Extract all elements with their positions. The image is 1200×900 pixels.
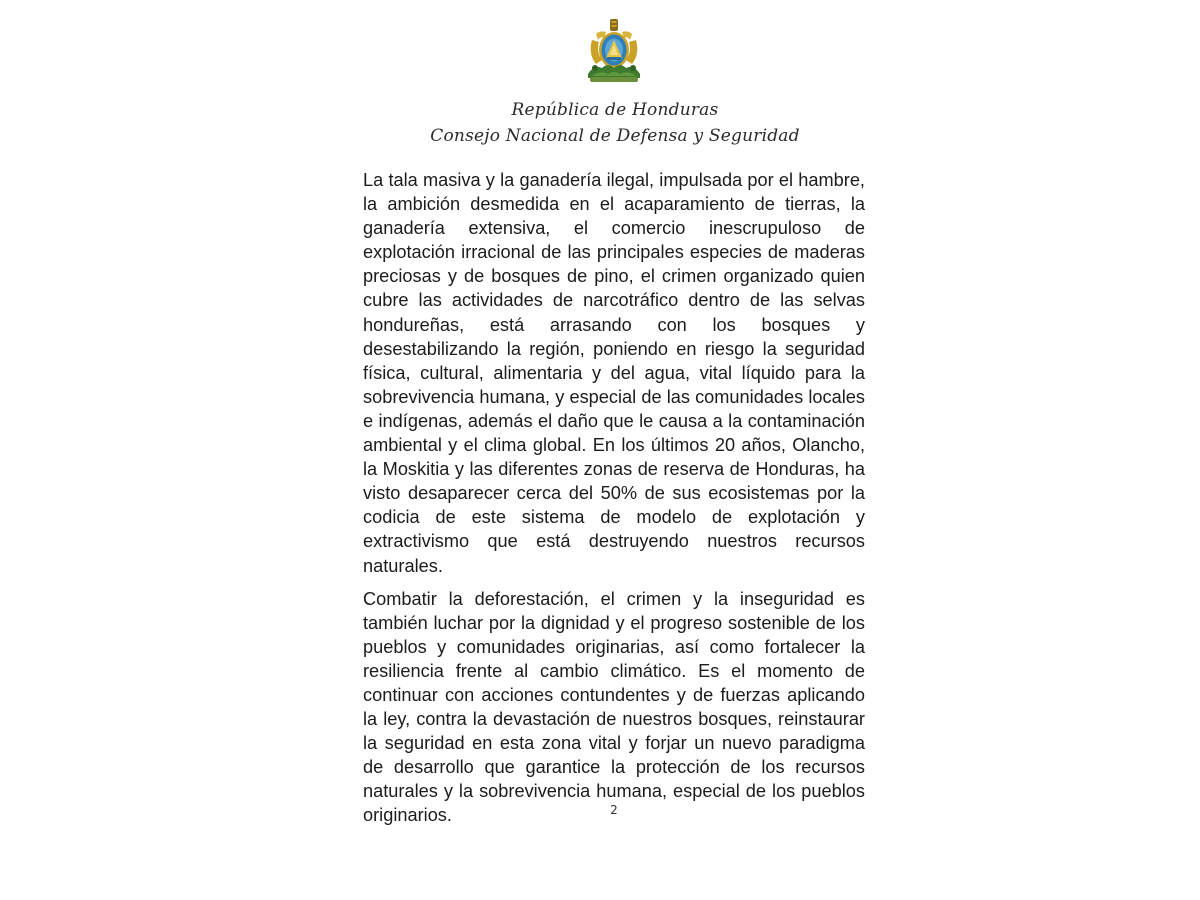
letterhead-country: República de Honduras xyxy=(511,100,719,120)
letterhead-institution: Consejo Nacional de Defensa y Seguridad xyxy=(430,126,800,146)
coat-of-arms-icon xyxy=(586,18,642,84)
paragraph-2: Combatir la deforestación, el crimen y la inseguridad es también luchar por la dignidad y el progreso sostenible de los pueblos y comunidades originarias, así como fortalecer la resiliencia frente al cambio climático. Es el momento de continuar con acciones contundentes y de fuerzas aplicando la ley, contra la devastación de nuestros bosques, reinstaurar la seguridad en esta zona vital y forjar un nuevo paradigma de desarrollo que garantice la protección de los recursos naturales y la sobrevivencia humana, especial de los pueblos originarios. xyxy=(363,588,865,826)
page-number: 2 xyxy=(610,803,618,817)
paragraph-1: La tala masiva y la ganadería ilegal, impulsada por el hambre, la ambición desmedida en el acaparamiento de tierras, la ganadería extensiva, el comercio inescrupuloso de explotación irracional de las principales especies de maderas preciosas y de bosques de pino, el crimen organizado quien cubre las actividades de narcotráfico dentro de las selvas hondureñas, está arrasando con los bosques y desestabilizando la región, poniendo en riesgo la seguridad física, cultural, alimentaria y del agua, vital líquido para la sobrevivencia humana, y especial de las comunidades locales e indígenas, además el daño que le causa a la contaminación ambiental y el clima global. En los últimos 20 años, Olancho, la Moskitia y las diferentes zonas de reserva de Honduras, ha visto desaparecer cerca del 50% de sus ecosistemas por la codicia de este sistema de modelo de explotación y extractivismo que está destruyendo nuestros recursos naturales. xyxy=(363,170,865,576)
document-body xyxy=(363,168,865,828)
letterhead xyxy=(400,97,830,149)
